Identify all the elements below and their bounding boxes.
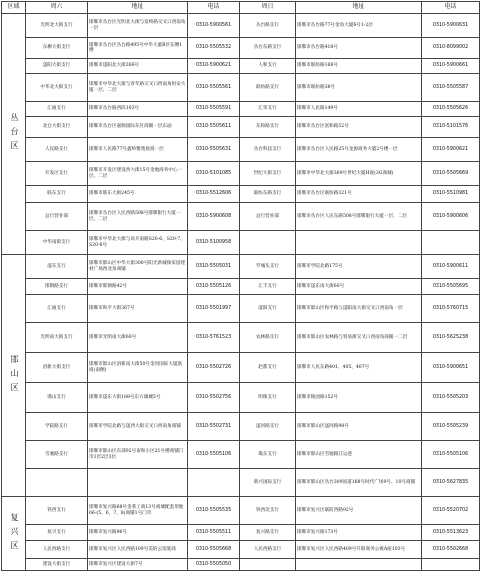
sun-address: 邯郸市丛台区人民东路508号邯郸银行大厦一层、二层 bbox=[296, 203, 422, 231]
table-row bbox=[2, 138, 480, 162]
sun-branch: 人民西路支行 bbox=[240, 541, 296, 559]
sat-branch: 汇通支行 bbox=[26, 295, 88, 323]
sat-phone: 0310-5505561 bbox=[188, 74, 240, 102]
sun-branch: 东和路支行 bbox=[240, 117, 296, 138]
sat-branch: 学院路支行 bbox=[26, 413, 88, 441]
sat-phone: 0310-5502731 bbox=[188, 413, 240, 441]
sat-address: 邯郸市邯山区中华大街300号阳光新城保家园建材广场西北角商铺 bbox=[88, 255, 188, 279]
sat-phone: 0310-5512606 bbox=[188, 186, 240, 203]
sun-phone: 0310-5900661 bbox=[422, 59, 480, 74]
sun-address: 邯郸市丛台区人民路25号龙源商务大厦2号楼一层 bbox=[296, 138, 422, 162]
sat-address: 邯郸市复兴路68号金茶工商13号商城配套用地66-(5、6、7、8)商铺1号门市 bbox=[88, 497, 188, 525]
sat-address: 邯郸市滏东大街168号东方雄城5号 bbox=[88, 383, 188, 413]
sun-address: 邯郸市学院北路175号 bbox=[296, 255, 422, 279]
sat-phone: 0310-5505532 bbox=[188, 38, 240, 59]
table-row bbox=[2, 525, 480, 541]
sun-address: 邯郸市滏东南大街60号 bbox=[296, 279, 422, 295]
sat-phone: 0310-5505031 bbox=[188, 255, 240, 279]
table-row bbox=[2, 74, 480, 102]
col-header-sunday: 周日 bbox=[240, 2, 296, 14]
sat-phone: 0310-5900561 bbox=[188, 14, 240, 38]
col-header-district: 区域 bbox=[2, 2, 26, 14]
table-row bbox=[2, 469, 480, 497]
sun-address: 邯郸市邯山区和平路与滏阳南大街交叉口西南角一层 bbox=[296, 295, 422, 323]
sun-phone: 0310-5760715 bbox=[422, 295, 480, 323]
sun-phone: 0310-5505239 bbox=[422, 413, 480, 441]
district-cell-congtai: 丛台区 bbox=[2, 14, 26, 255]
sat-address bbox=[88, 469, 188, 497]
sun-branch bbox=[240, 559, 296, 571]
sun-address: 邯郸市丛台路418号 bbox=[296, 38, 422, 59]
sat-branch: 中华北大街支行 bbox=[26, 74, 88, 102]
sun-branch: 汇丰支行 bbox=[240, 279, 296, 295]
sat-address: 邯郸市人民路77号鑫岭雅苑底商一层 bbox=[88, 138, 188, 162]
col-header-address-sun: 地址 bbox=[296, 2, 422, 14]
sun-phone bbox=[422, 559, 480, 571]
sat-phone: 0310-5505106 bbox=[188, 441, 240, 469]
sun-phone: 0310-5502668 bbox=[422, 541, 480, 559]
table-row bbox=[2, 203, 480, 231]
sat-branch: 浴新大街支行 bbox=[26, 353, 88, 383]
sat-address: 邯郸市邯山区东部92号泰和小区21号楼商铺门市1层2层3层 bbox=[88, 441, 188, 469]
sun-phone: 0310-5505587 bbox=[422, 74, 480, 102]
sun-branch: 人和支行 bbox=[240, 59, 296, 74]
sun-phone: 0310-5627835 bbox=[422, 469, 480, 497]
table-row bbox=[2, 231, 480, 255]
sat-address: 邯郸市学院北路与滏西大街交叉口西南角商铺 bbox=[88, 413, 188, 441]
sat-branch: 汇通支行 bbox=[26, 102, 88, 117]
sun-address: 邯郸市陵园路152号 bbox=[296, 383, 422, 413]
district-cell-fuxing: 复兴区 bbox=[2, 497, 26, 571]
table-row bbox=[2, 441, 480, 469]
table-row bbox=[2, 295, 480, 323]
sun-address bbox=[296, 231, 422, 255]
sat-address: 邯郸市中华北大街与青年路交叉口西南角恒安大厦一层、二层 bbox=[88, 74, 188, 102]
sat-branch: 开发区支行 bbox=[26, 162, 88, 186]
table-row bbox=[2, 559, 480, 571]
sun-branch: 箴东支行 bbox=[240, 441, 296, 469]
sat-branch: 北仓大街支行 bbox=[26, 117, 88, 138]
sat-address: 邯郸市丛台区光明北大街与发岭路交叉口西南角一层 bbox=[88, 14, 188, 38]
sun-phone: 0310-5900621 bbox=[422, 138, 480, 162]
sat-phone: 0310-5505631 bbox=[188, 138, 240, 162]
sun-address: 邯郸市丛台路77号金角大厦6号1-2层 bbox=[296, 14, 422, 38]
sun-branch: 复兴路支行 bbox=[240, 525, 296, 541]
sat-address: 邯郸市复兴区人民西路109号美的公馆底商 bbox=[88, 541, 188, 559]
branch-schedule-table bbox=[1, 1, 480, 571]
sun-branch: 世纪大街支行 bbox=[240, 162, 296, 186]
sat-phone: 0310-5502756 bbox=[188, 383, 240, 413]
sat-branch: 东柳大街支行 bbox=[26, 38, 88, 59]
table-row bbox=[2, 117, 480, 138]
district-cell-hanshan: 邯山区 bbox=[2, 255, 26, 497]
sun-phone: 0310-5101576 bbox=[422, 117, 480, 138]
sun-phone: 0310-5625238 bbox=[422, 323, 480, 353]
sun-phone: 0310-8099002 bbox=[422, 38, 480, 59]
sat-phone: 0310-5761523 bbox=[188, 323, 240, 353]
sat-branch: 建设大街支行 bbox=[26, 559, 88, 571]
sun-address: 邯郸市联纺路38号 bbox=[296, 74, 422, 102]
table-row bbox=[2, 14, 480, 38]
sun-address: 邯郸市邯山区农林路与贸易街交叉口西南角商铺一二层 bbox=[296, 323, 422, 353]
table-row bbox=[2, 59, 480, 74]
sun-branch: 新兴国际支行 bbox=[240, 469, 296, 497]
sun-branch bbox=[240, 231, 296, 255]
table-row bbox=[2, 497, 480, 525]
sat-address: 邯郸市丛台区嘉源国际东区商铺一层东面 bbox=[88, 117, 188, 138]
sat-address: 邯郸市和平大街367号 bbox=[88, 295, 188, 323]
sun-address: 邯郸市联纺路168号 bbox=[296, 59, 422, 74]
sat-address: 邯郸市复兴路96号 bbox=[88, 525, 188, 541]
sat-phone: 0310-5900608 bbox=[188, 203, 240, 231]
sat-branch: 复兴支行 bbox=[26, 525, 88, 541]
sun-address: 邯郸市丛台区富和路52号 bbox=[296, 117, 422, 138]
sat-phone: 0310-5501997 bbox=[188, 295, 240, 323]
sat-branch: 邯钢路支行 bbox=[26, 279, 88, 295]
sat-address: 邯郸市丛台区丛台路495号中华大厦B区东侧1楼 bbox=[88, 38, 188, 59]
sun-phone: 0310-5505203 bbox=[422, 383, 480, 413]
sat-address: 邯郸市复兴区建设大街7号 bbox=[88, 559, 188, 571]
sun-branch: 联纺路支行 bbox=[240, 74, 296, 102]
sun-phone: 0310-5900611 bbox=[422, 255, 480, 279]
sat-branch: 铁西支行 bbox=[26, 497, 88, 525]
sat-address: 邯郸市邯钢路42号 bbox=[88, 279, 188, 295]
sun-branch: 滏河路支行 bbox=[240, 413, 296, 441]
table-row bbox=[2, 186, 480, 203]
sun-address: 邯郸市复兴路173号 bbox=[296, 525, 422, 541]
sun-phone: 0310-5505695 bbox=[422, 279, 480, 295]
sun-phone: 0310-5900606 bbox=[422, 203, 480, 231]
sat-address: 邯郸市中华北大街与高开南路S20-6、S20-7、S20-8号 bbox=[88, 231, 188, 255]
table-row bbox=[2, 541, 480, 559]
sun-address: 邯郸市邯山区滏河路98号 bbox=[296, 413, 422, 441]
sun-phone: 0310-5900631 bbox=[422, 14, 480, 38]
sun-branch: 农林路支行 bbox=[240, 323, 296, 353]
sun-branch: 丛台路支行 bbox=[240, 14, 296, 38]
sat-phone: 0310-5505668 bbox=[188, 541, 240, 559]
table-row bbox=[2, 38, 480, 59]
table-row bbox=[2, 162, 480, 186]
sun-address: 邯郸市人民路149号 bbox=[296, 102, 422, 117]
sun-branch: 赵都支行 bbox=[240, 353, 296, 383]
sun-address: 邯郸市邯山区丛台309国道168号时代广场9号、10号商铺 bbox=[296, 469, 422, 497]
sat-branch: 光明北大街支行 bbox=[26, 14, 88, 38]
table-row bbox=[2, 102, 480, 117]
table-row bbox=[2, 255, 480, 279]
sat-address: 邯郸市丛台路西段103号 bbox=[88, 102, 188, 117]
sat-address: 邯郸市开发区建设西大街15号金地商务中心一层、二层 bbox=[88, 162, 188, 186]
header-row bbox=[2, 2, 480, 14]
sun-address: 邯郸市中华北大街369号世纪大厦H座(3G商城) bbox=[296, 162, 422, 186]
sat-address: 邯郸市丛台区人民西路508号邯郸银行大厦一层、二层 bbox=[88, 203, 188, 231]
table-row bbox=[2, 413, 480, 441]
sat-branch: 光明南大街支行 bbox=[26, 323, 88, 353]
col-header-saturday: 周六 bbox=[26, 2, 88, 14]
sun-address: 邯郸市邯山区雪驰路江运巷 bbox=[296, 441, 422, 469]
sun-branch: 丛台东路支行 bbox=[240, 38, 296, 59]
sat-branch: 雪驰路支行 bbox=[26, 441, 88, 469]
sun-branch: 汇荣支行 bbox=[240, 102, 296, 117]
sun-branch: 联纺东路支行 bbox=[240, 186, 296, 203]
sat-branch: 人民西路支行 bbox=[26, 541, 88, 559]
sun-branch: 丛台科技支行 bbox=[240, 138, 296, 162]
sun-phone: 0310-5900651 bbox=[422, 353, 480, 383]
sat-branch: 滏东支行 bbox=[26, 255, 88, 279]
sat-address: 邯郸市联东大街245号 bbox=[88, 186, 188, 203]
sun-phone: 0310-5513623 bbox=[422, 525, 480, 541]
sat-phone: 0310-5101085 bbox=[188, 162, 240, 186]
sat-phone: 0310-5505511 bbox=[188, 525, 240, 541]
sun-phone: 0310-5505669 bbox=[422, 162, 480, 186]
sat-phone: 0310-5505591 bbox=[188, 102, 240, 117]
sat-branch: 中华南街支行 bbox=[26, 231, 88, 255]
sun-branch: 明珠支行 bbox=[240, 383, 296, 413]
sat-branch: 邯山支行 bbox=[26, 383, 88, 413]
sat-branch: 滏阳大街支行 bbox=[26, 59, 88, 74]
sat-address: 邯郸市光明南大街60号 bbox=[88, 323, 188, 353]
table-row bbox=[2, 279, 480, 295]
sat-phone: 0310-5505050 bbox=[188, 559, 240, 571]
table-row bbox=[2, 353, 480, 383]
col-header-address-sat: 地址 bbox=[88, 2, 188, 14]
sat-address: 邯郸市邯山区浴新南大街50号金河国际大厦底商(南侧) bbox=[88, 353, 188, 383]
sun-address bbox=[296, 559, 422, 571]
sat-address: 邯郸市滏阳北大街266号 bbox=[88, 59, 188, 74]
sun-phone bbox=[422, 231, 480, 255]
sun-address: 邯郸市复兴区人民西路409号升阳商务公寓A座103号 bbox=[296, 541, 422, 559]
sun-phone: 0310-5510981 bbox=[422, 186, 480, 203]
sat-branch: 总行营业部 bbox=[26, 203, 88, 231]
sun-branch: 铁西北支行 bbox=[240, 497, 296, 525]
sat-phone: 0310-5900621 bbox=[188, 59, 240, 74]
sun-branch: 罗城头支行 bbox=[240, 255, 296, 279]
sun-address: 邯郸市复兴区联防西路92号 bbox=[296, 497, 422, 525]
sun-address: 邯郸市人民东路401、405、407号 bbox=[296, 353, 422, 383]
sat-phone bbox=[188, 469, 240, 497]
col-header-phone-sat: 电话 bbox=[188, 2, 240, 14]
sun-phone: 0310-5520702 bbox=[422, 497, 480, 525]
sat-branch bbox=[26, 469, 88, 497]
sat-phone: 0310-5505126 bbox=[188, 279, 240, 295]
table-row bbox=[2, 383, 480, 413]
sat-phone: 0310-5505535 bbox=[188, 497, 240, 525]
sun-phone: 0310-5505106 bbox=[422, 441, 480, 469]
col-header-phone-sun: 电话 bbox=[422, 2, 480, 14]
table-row bbox=[2, 323, 480, 353]
sat-phone: 0310-5505611 bbox=[188, 117, 240, 138]
sun-branch: 滏阳支行 bbox=[240, 295, 296, 323]
sun-phone: 0310-5505626 bbox=[422, 102, 480, 117]
sat-branch: 联东支行 bbox=[26, 186, 88, 203]
sat-phone: 0310-5502726 bbox=[188, 353, 240, 383]
sun-address: 邯郸市丛台区联纺路321号 bbox=[296, 186, 422, 203]
sat-branch: 人民路支行 bbox=[26, 138, 88, 162]
sat-phone: 0310-5100958 bbox=[188, 231, 240, 255]
sun-branch: 总行营业部 bbox=[240, 203, 296, 231]
